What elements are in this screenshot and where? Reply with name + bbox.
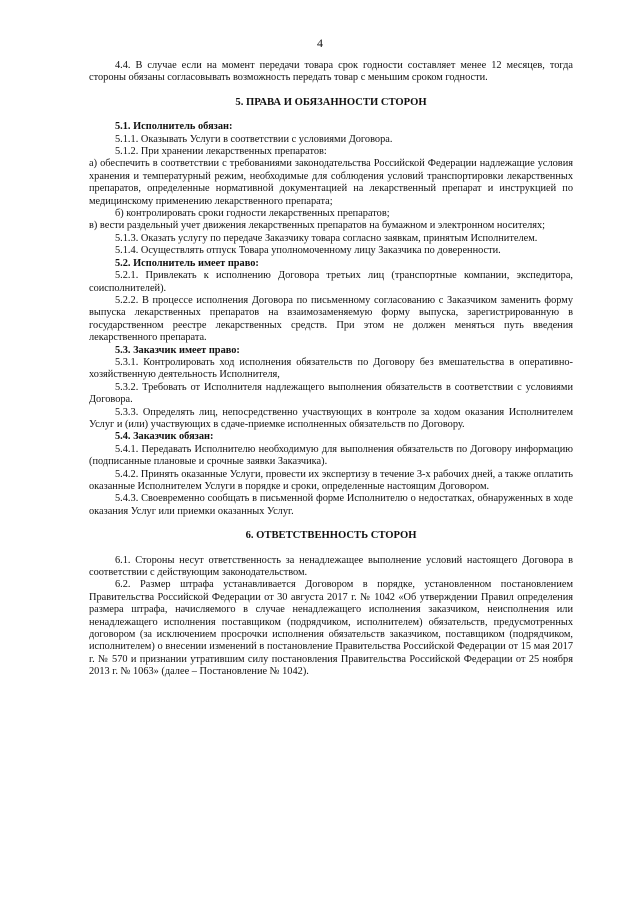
clause-4-4: 4.4. В случае если на момент передачи товара срок годности составляет менее 12 месяцев, тогда стороны обязаны согласовывать возможность передать товар с меньшим сроком годности.: [89, 60, 573, 84]
clause-5-1-4: 5.1.4. Осуществлять отпуск Товара уполномоченному лицу Заказчика по доверенности.: [115, 245, 501, 257]
page-number: 4: [317, 36, 323, 50]
heading-5-3: 5.3. Заказчик имеет право:: [115, 344, 240, 356]
clause-5-4-1: 5.4.1. Передавать Исполнителю необходимую для выполнения обязательств по Договору информацию (подписанные плановые и срочные заявки Заказчика).: [89, 443, 573, 468]
clause-5-1-3: 5.1.3. Оказать услугу по передаче Заказчику товара согласно заявкам, принятым Исполнителем.: [115, 232, 538, 244]
clause-5-1-2: 5.1.2. При хранении лекарственных препаратов:: [115, 146, 327, 158]
section-5-title: 5. ПРАВА И ОБЯЗАННОСТИ СТОРОН: [235, 96, 427, 108]
clause-5-3-1: 5.3.1. Контролировать ход исполнения обязательств по Договору без вмешательства в оперативно-хозяйственную деятельность Исполнителя,: [89, 356, 573, 381]
page-content: [89, 60, 573, 679]
clause-5-1-2-v: в) вести раздельный учет движения лекарственных препаратов на бумажном и электронном носителях;: [89, 220, 546, 232]
clause-5-1-2-b: б) контролировать сроки годности лекарственных препаратов;: [115, 208, 390, 220]
section-6-title: 6. ОТВЕТСТВЕННОСТЬ СТОРОН: [245, 530, 417, 542]
clause-5-2-2: 5.2.2. В процессе исполнения Договора по письменному согласованию с Заказчиком заменить форму выпуска лекарственных препаратов на взаимозаменяемую форму выпуска, зарегистрированную в государственном реестре лекарственных средств. При этом не должен меняться путь введения лекарственного препарата.: [89, 294, 573, 344]
heading-5-1: 5.1. Исполнитель обязан:: [115, 121, 233, 133]
clause-6-2: 6.2. Размер штрафа устанавливается Договором в порядке, установленном постановлением Правительства Российской Федерации от 30 августа 2017 г. № 1042 «Об утверждении Правил определения размера штрафа, начисляемого в случае ненадлежащего исполнения заказчиком, неисполнения или ненадлежащего исполнения поставщиком (подрядчиком, исполнителем) обязательств, предусмотренных договором (за исключением просрочки исполнения обязательств заказчиком, поставщиком (подрядчиком, исполнителем) о внесении изменений в постановление Правительства Российской Федерации от 15 мая 2017 г. № 570 и признании утратившим силу постановления Правительства Российской Федерации от 25 ноября 2013 г. № 1063» (далее – Постановление № 1042).: [89, 579, 573, 678]
clause-5-3-2: 5.3.2. Требовать от Исполнителя надлежащего выполнения обязательств в соответствии с условиями Договора.: [89, 381, 573, 406]
heading-5-4: 5.4. Заказчик обязан:: [115, 431, 214, 443]
clause-5-4-3: 5.4.3. Своевременно сообщать в письменной форме Исполнителю о недостатках, обнаруженных в ходе оказания Услуг или приемки оказанных Услуг.: [89, 493, 573, 517]
clause-5-4-2: 5.4.2. Принять оказанные Услуги, провести их экспертизу в течение 3-х рабочих дней, а также оплатить оказанные Исполнителем Услуги в порядке и сроки, определенные настоящим Договором.: [89, 468, 573, 492]
clause-5-1-1: 5.1.1. Оказывать Услуги в соответствии с условиями Договора.: [115, 133, 393, 145]
clause-5-2-1: 5.2.1. Привлекать к исполнению Договора третьих лиц (транспортные компании, экспедитора, соисполнителей).: [89, 270, 573, 294]
heading-5-2: 5.2. Исполнитель имеет право:: [115, 257, 259, 269]
clause-6-1: 6.1. Стороны несут ответственность за ненадлежащее выполнение условий настоящего Договора в соответствии с действующим законодательством.: [89, 554, 573, 579]
clause-5-1-2-a: а) обеспечить в соответствии с требованиями законодательства Российской Федерации надлежащие условия хранения и температурный режим, необходимые для соблюдения условий транспортировки лекарственных препаратов, определенные нормативной документацией на лекарственный препарат и инструкцией по медицинскому применению лекарственного препарата;: [89, 158, 573, 207]
clause-5-3-3: 5.3.3. Определять лиц, непосредственно участвующих в контроле за ходом оказания Исполнителем Услуг и (или) участвующих в сдаче-приемке исполненных обязательств по Договору.: [89, 406, 573, 430]
